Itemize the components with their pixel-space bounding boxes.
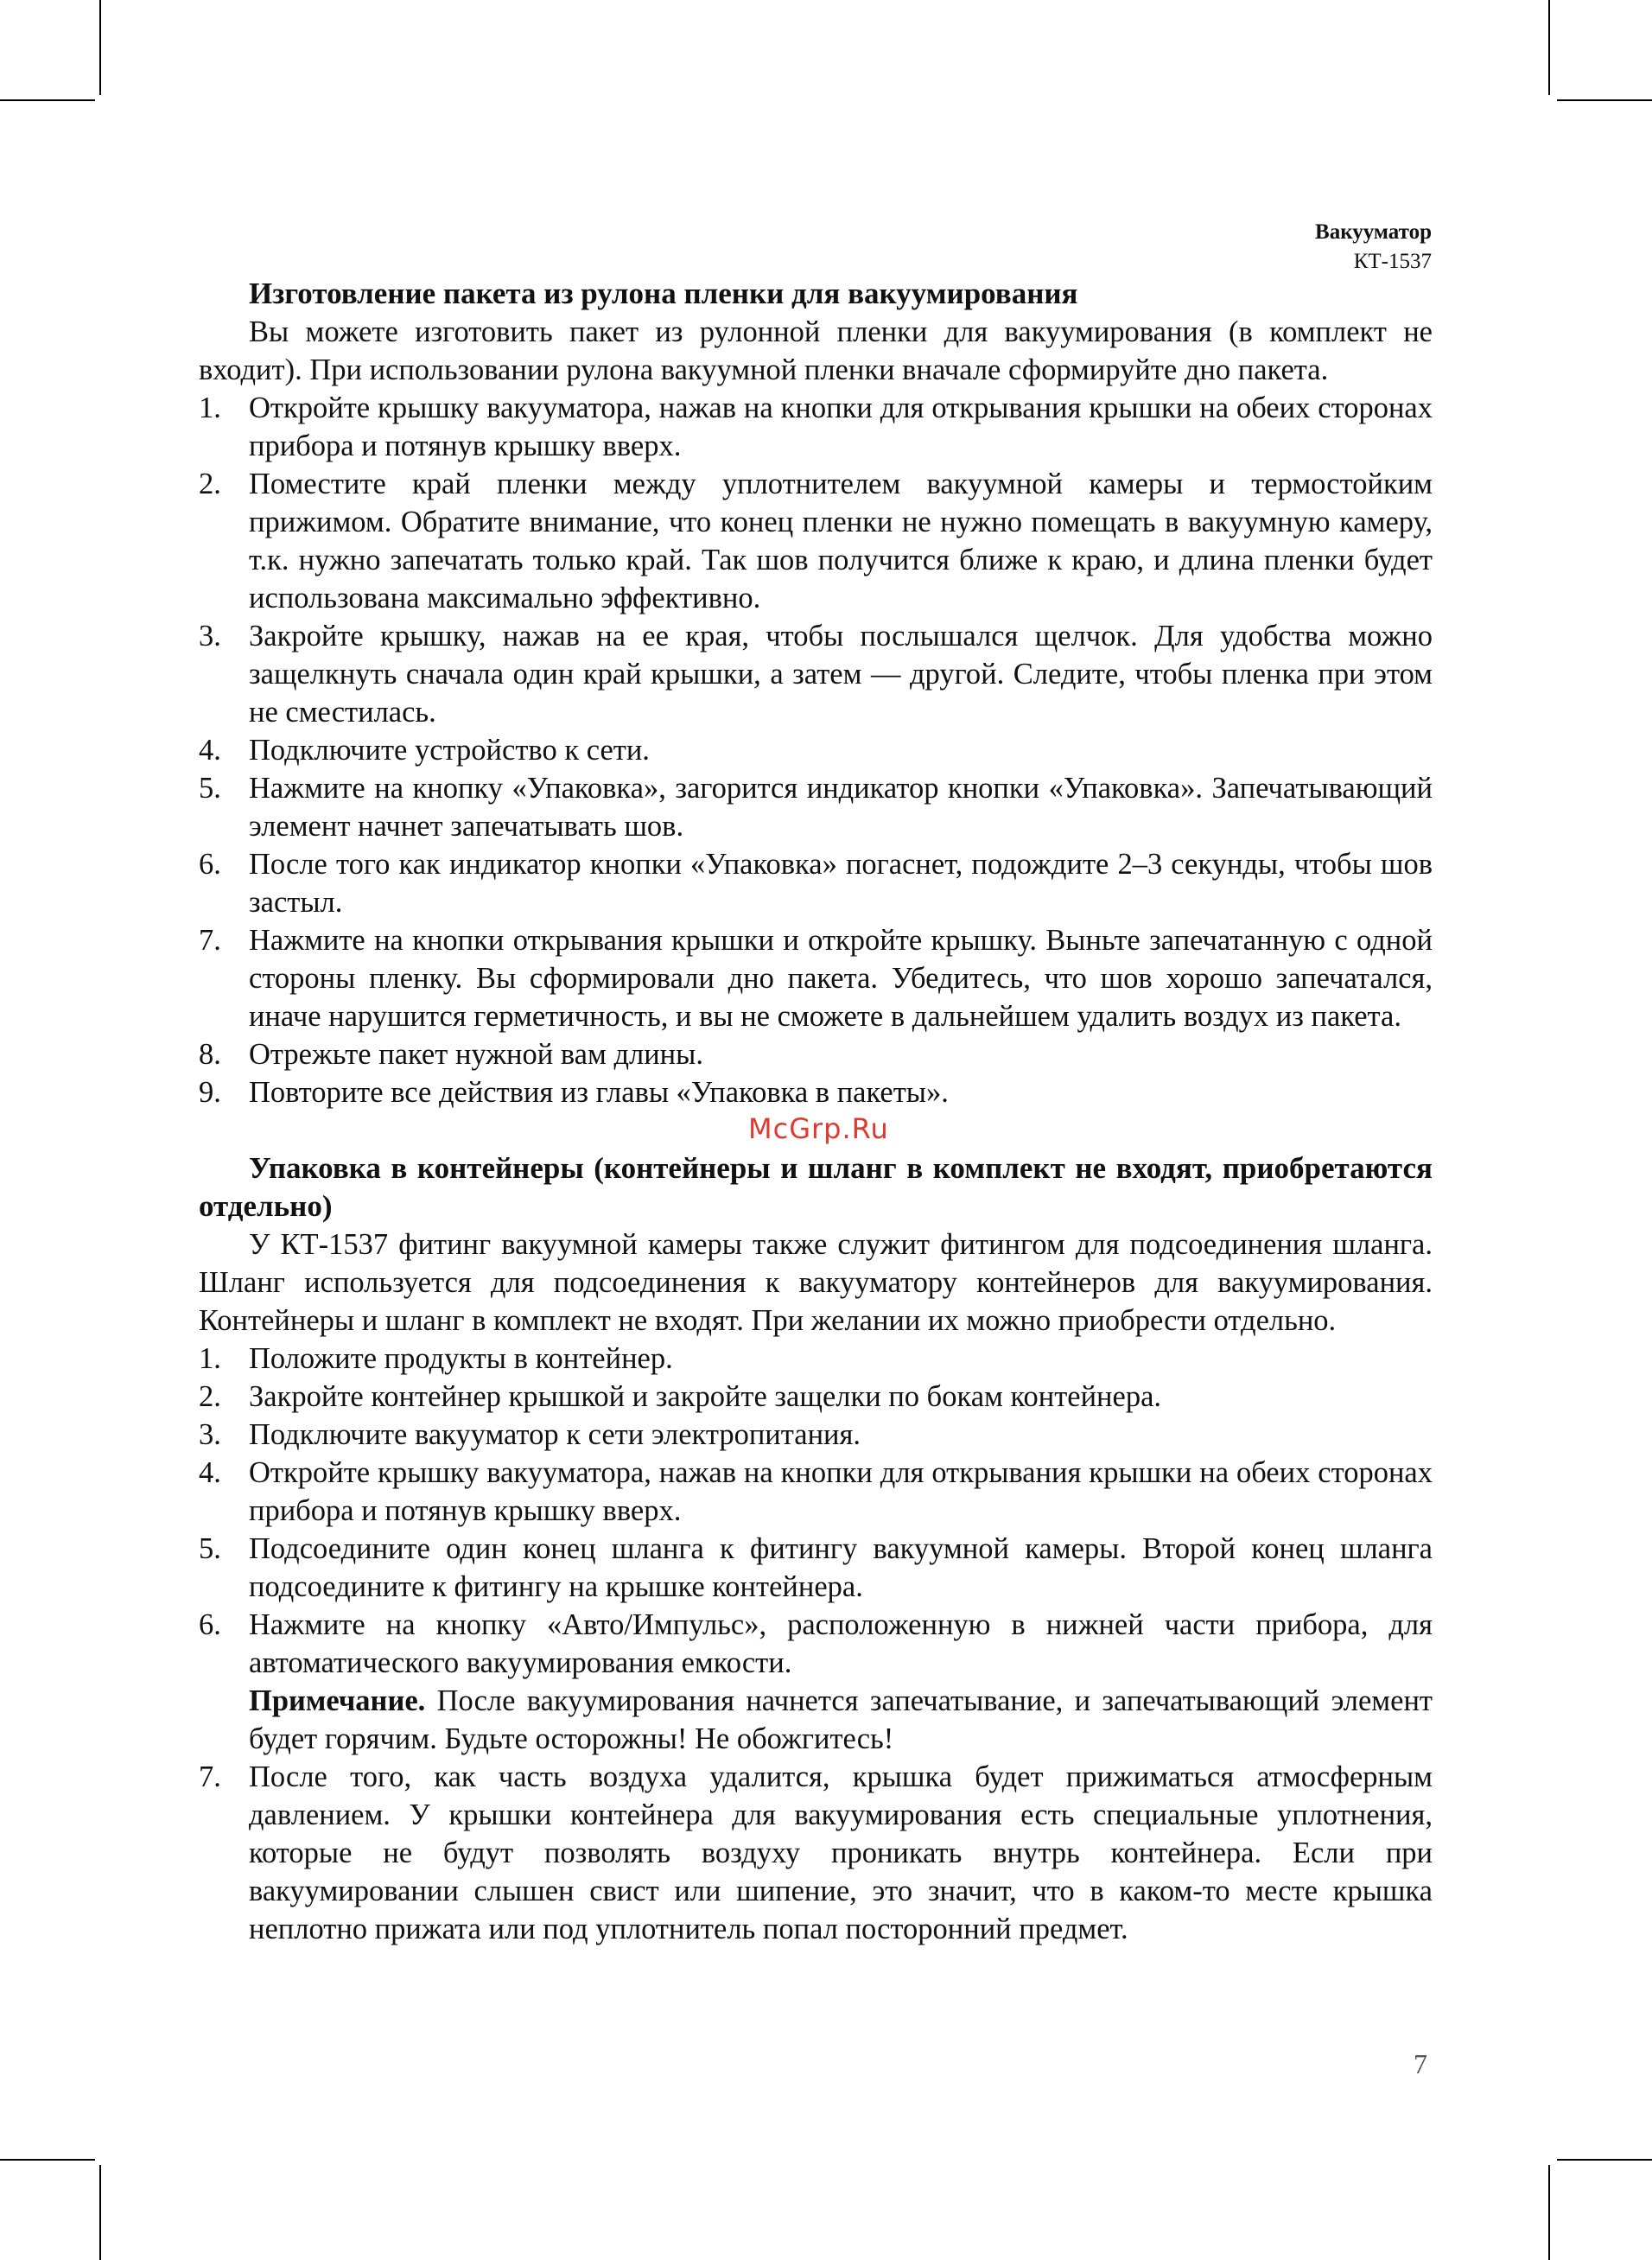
list-item: 6. После того как индикатор кнопки «Упаковка» погаснет, подождите 2–3 секунды, чтобы шов застыл. bbox=[199, 848, 1433, 919]
steps-list-film-bag bbox=[199, 389, 1433, 1111]
crop-mark bbox=[0, 99, 95, 101]
list-item: 6. Нажмите на кнопку «Авто/Импульс», расположенную в нижней части прибора, для автоматического вакуумирования емкости. bbox=[199, 1608, 1433, 1679]
page-content bbox=[199, 275, 1433, 1948]
list-item: 3. Подключите вакууматор к сети электропитания. bbox=[199, 1418, 861, 1451]
list-item: 8. Отрежьте пакет нужной вам длины. bbox=[199, 1038, 703, 1071]
note-text: После вакуумирования начнется запечатывание, и запечатывающий элемент будет горячим. Будьте осторожны! Не обожгитесь! bbox=[249, 1684, 1433, 1755]
list-item: 2. Закройте контейнер крышкой и закройте защелки по бокам контейнера. bbox=[199, 1380, 1162, 1413]
list-item: 3. Закройте крышку, нажав на ее края, чтобы послышался щелчок. Для удобства можно защелкнуть сначала один край крышки, а затем — другой. Следите, чтобы пленка при этом не сместилась. bbox=[199, 620, 1433, 729]
list-item: 1. Положите продукты в контейнер. bbox=[199, 1342, 673, 1375]
crop-mark bbox=[1548, 2165, 1550, 2260]
list-item: 2. Поместите край пленки между уплотнителем вакуумной камеры и термостойким прижимом. Обратите внимание, что конец пленки не нужно помещать в вакуумную камеру, т.к. нужно запечатать только край. Так шов получится ближе к краю, и длина пленки будет использована максимально эффективно. bbox=[199, 468, 1433, 614]
note-label: Примечание. bbox=[249, 1684, 426, 1717]
note-paragraph bbox=[199, 1682, 1433, 1758]
list-item: 4. Откройте крышку вакууматора, нажав на кнопки для открывания крышки на обеих сторонах прибора и потянув крышку вверх. bbox=[199, 1456, 1433, 1527]
list-item: 7. После того, как часть воздуха удалится, крышка будет прижиматься атмосферным давлением. У крышки контейнера для вакуумирования есть специальные уплотнения, которые не будут позволять воздуху проникать внутрь контейнера. Если при вакуумировании слышен свист или шипение, это значит, что в каком-то месте крышка неплотно прижата или под уплотнитель попал посторонний предмет. bbox=[199, 1760, 1433, 1945]
crop-mark bbox=[99, 2165, 101, 2260]
section-intro: У КТ-1537 фитинг вакуумной камеры также служит фитингом для подсоединения шланга. Шланг используется для подсоединения к вакууматору контейнеров для вакуумирования. Контейнеры и шланг в комплект не входят. При желании их можно приобрести отдельно. bbox=[199, 1228, 1433, 1337]
list-item: 1. Откройте крышку вакууматора, нажав на кнопки для открывания крышки на обеих сторонах прибора и потянув крышку вверх. bbox=[199, 392, 1433, 462]
steps-list-containers bbox=[199, 1340, 1433, 1682]
crop-mark bbox=[99, 0, 101, 95]
list-item: 4. Подключите устройство к сети. bbox=[199, 734, 650, 767]
watermark: McGrp.Ru bbox=[748, 1112, 889, 1145]
crop-mark bbox=[1557, 2159, 1652, 2161]
list-item: 9. Повторите все действия из главы «Упаковка в пакеты». bbox=[199, 1076, 949, 1109]
list-item: 7. Нажмите на кнопки открывания крышки и откройте крышку. Выньте запечатанную с одной стороны пленку. Вы сформировали дно пакета. Убедитесь, что шов хорошо запечатался, иначе нарушится герметичность, и вы не сможете в дальнейшем удалить воздух из пакета. bbox=[199, 924, 1433, 1033]
section-intro: Вы можете изготовить пакет из рулонной пленки для вакуумирования (в комплект не входит). При использовании рулона вакуумной пленки вначале сформируйте дно пакета. bbox=[199, 315, 1433, 386]
product-name: Вакууматор bbox=[1315, 220, 1432, 244]
section-title-film-bag: Изготовление пакета из рулона пленки для вакуумирования bbox=[249, 277, 1078, 310]
list-item: 5. Нажмите на кнопку «Упаковка», загорится индикатор кнопки «Упаковка». Запечатывающий элемент начнет запечатывать шов. bbox=[199, 772, 1433, 843]
crop-mark bbox=[0, 2159, 95, 2161]
steps-list-containers-cont bbox=[199, 1758, 1433, 1948]
page-header bbox=[1315, 218, 1432, 277]
page-number: 7 bbox=[1414, 2048, 1427, 2079]
crop-mark bbox=[1548, 0, 1550, 95]
section-title-containers: Упаковка в контейнеры (контейнеры и шланг в комплект не входят, приобретаются отдельно) bbox=[199, 1151, 1433, 1223]
crop-mark bbox=[1557, 99, 1652, 101]
product-model: КТ-1537 bbox=[1353, 250, 1432, 273]
list-item: 5. Подсоедините один конец шланга к фитингу вакуумной камеры. Второй конец шланга подсоедините к фитингу на крышке контейнера. bbox=[199, 1532, 1433, 1603]
